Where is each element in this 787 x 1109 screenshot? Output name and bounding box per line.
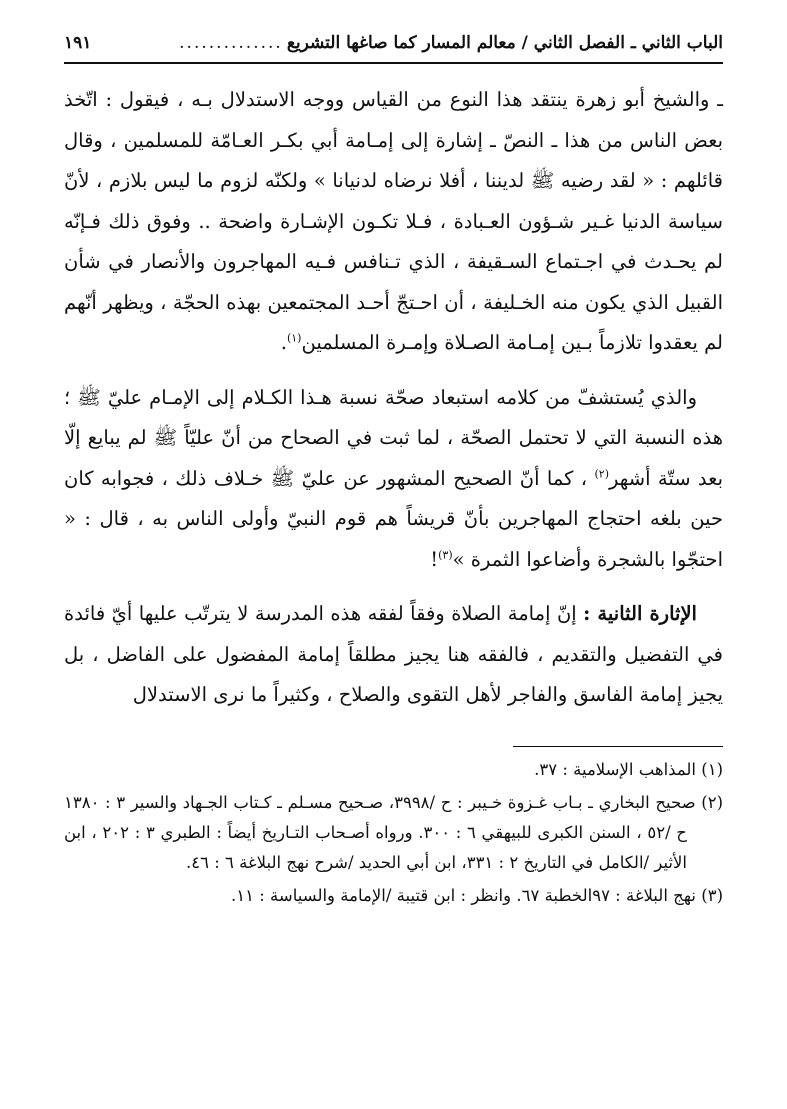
footnote-separator <box>513 746 723 747</box>
paragraph-2-text-b: ، كما أنّ الصحيح المشهور عن عليّ ﷺ خـلاف ذلك ، فجوابه كان حين بلغه احتجاج المهاجرين بأنّ قريشاً هم قوم النبيّ وأولى الناس به ، قال : « احتجّوا بالشجرة وأضاعوا الثمرة » <box>64 466 723 571</box>
footnote-2: (٢) صحيح البخاري ـ بـاب غـزوة خـيبر : ح /٣٩٩٨، صـحيح مسـلم ـ كـتاب الجـهاد والسير ٣ : ١٣٨٠ ح /٥٢ ، السنن الكبرى للبيهقي ٦ : ٣٠٠. ورواه أصـحاب التـاريخ أيضاً : الطبري ٣ : ٢٠٢ ، ابن الأثير /الكامل في التاريخ ٢ : ٣٣١، ابن أبي الحديد /شرح نهج البلاغة ٦ : ٤٦. <box>64 792 723 872</box>
page-number: ١٩١ <box>64 33 92 53</box>
header-leader-dots: .............. <box>179 33 283 53</box>
paragraph-1-text: ـ والشيخ أبو زهرة ينتقد هذا النوع من القياس ووجه الاستدلال بـه ، فيقول : اتّخذ بعض الناس من هذا ـ النصّ ـ إشارة إلى إمـامة أبي بكـر العـامّة للمسلمين ، وقال قائلهم : « لقد رضيه ﷺ لديننا ، أفلا نرضاه لدنيانا » ولكنّه لزوم ما ليس بلازم ، لأنّ سياسة الدنيا غـير شـؤون العـبادة ، فـلا تكـون الإشـارة واضحة .. وفوق ذلك فـإنّه لم يحـدث في اجـتماع السـقيفة ، الذي تـنافس فـيه المهاجرون والأنصار في شأن القبيل الذي يكون منه الخـليفة ، أن احـتجّ أحـد المجتمعين بهذه الحجّة ، ويظهر أنّهم لم يعقدوا تلازماً بـين إمـامة الصـلاة وإمـرة المسلمين <box>64 88 723 354</box>
section-lead: الإثارة الثانية : <box>583 602 697 625</box>
footnote-1: (١) المذاهب الإسلامية : ٣٧. <box>534 759 723 779</box>
paragraph-3-text: إنّ إمامة الصلاة وفقاً لفقه هذه المدرسة لا يترتّب عليها أيّ فائدة في التفضيل والتقديم ، فالفقه هنا يجيز مطلقاً إمامة المفضول على الفاضل ، بل يجيز إمامة الفاسق والفاجر لأهل التقوى والصلاح ، وكثيراً ما نرى الاستدلال <box>64 602 723 706</box>
footnote-ref-2: (٢) <box>594 467 609 480</box>
footnote-3: (٣) نهج البلاغة : ٩٧الخطبة ٦٧. وانظر : ابن قتيبة /الإمامة والسياسة : ١١. <box>231 885 723 905</box>
header-rule <box>64 62 723 64</box>
paragraph-2-text-a: والذي يُستشفّ من كلامه استبعاد صحّة نسبة هـذا الكـلام إلى الإمـام عليّ ﷺ ؛ هذه النسبة التي لا تحتمل الصحّة ، لما ثبت في الصحاح من أنّ عليّاً ﷺ لم يبايع إلّا بعد ستّة أشهر <box>64 385 723 490</box>
header-title: الباب الثاني ـ الفصل الثاني / معالم المسار كما صاغها التشريع <box>286 33 723 53</box>
paragraph-2-end: ! <box>430 547 439 571</box>
footnote-ref-3: (٣) <box>438 548 453 561</box>
footnotes <box>64 755 723 911</box>
running-header <box>64 28 723 58</box>
book-page <box>64 28 723 1069</box>
paragraph-2 <box>64 378 723 581</box>
paragraph-1 <box>64 80 723 364</box>
paragraph-1-end: . <box>280 331 287 354</box>
footnote-ref-1: (١) <box>286 331 302 345</box>
main-text <box>64 80 723 716</box>
paragraph-3 <box>64 594 723 716</box>
